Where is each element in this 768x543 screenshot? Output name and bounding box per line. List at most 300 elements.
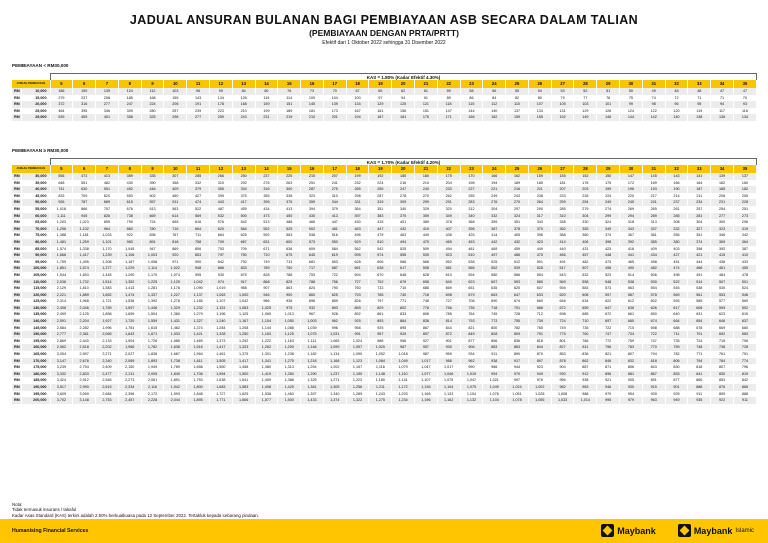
installment-cell: 397 [346, 213, 369, 220]
tenure-header: 34 [711, 165, 734, 173]
amount-cell: 120,000 [21, 292, 50, 299]
installment-cell: 1,388 [278, 377, 301, 384]
installment-cell: 522 [665, 279, 688, 286]
tenure-header: 35 [733, 80, 756, 88]
installment-cell: 1,003 [301, 318, 324, 325]
table-row [12, 199, 757, 206]
installment-cell: 287 [301, 186, 324, 193]
installment-cell: 926 [50, 199, 73, 206]
installment-cell: 724 [551, 318, 574, 325]
installment-cell: 818 [528, 338, 551, 345]
currency-cell: RM [14, 266, 20, 271]
installment-cell: 280 [141, 108, 164, 115]
installment-cell: 1,083 [232, 305, 255, 312]
installment-cell: 558 [574, 279, 597, 286]
installment-cell: 2,753 [96, 397, 119, 404]
amount-cell: 150,000 [21, 331, 50, 338]
installment-cell: 1,050 [278, 318, 301, 325]
document-subtitle: (PEMBIAYAAN DENGAN PRTA/PRTT) [309, 28, 459, 38]
installment-cell: 438 [711, 259, 734, 266]
installment-cell: 1,225 [141, 279, 164, 286]
installment-cell: 524 [733, 285, 756, 292]
installment-cell: 1,843 [118, 331, 141, 338]
installment-cell: 460 [164, 193, 187, 200]
installment-cell: 296 [733, 219, 756, 226]
installment-cell: 871 [597, 364, 620, 371]
installment-cell: 181 [551, 180, 574, 187]
installment-cell: 1,726 [141, 338, 164, 345]
installment-cell: 864 [392, 318, 415, 325]
installment-cell: 482 [642, 265, 665, 272]
installment-cell: 414 [483, 232, 506, 239]
installment-cell: 638 [278, 246, 301, 253]
installment-cell: 221 [483, 186, 506, 193]
installment-cell: 970 [506, 371, 529, 378]
installment-cell: 1,104 [255, 318, 278, 325]
installment-cell: 359 [301, 199, 324, 206]
installment-cell: 84 [232, 88, 255, 95]
installment-cell: 808 [415, 311, 438, 318]
table-row [12, 265, 757, 272]
installment-cell: 2,116 [141, 384, 164, 391]
installment-cell: 556 [50, 173, 73, 180]
installment-cell: 530 [642, 279, 665, 286]
amount-cell: 29,000 [21, 114, 50, 121]
installment-cell: 225 [278, 173, 301, 180]
installment-cell: 2,546 [96, 377, 119, 384]
installment-cell: 566 [460, 265, 483, 272]
installment-cell: 494 [437, 246, 460, 253]
installment-cell: 888 [733, 391, 756, 398]
installment-cell: 146 [597, 114, 620, 121]
installment-cell: 149 [574, 114, 597, 121]
installment-cell: 89 [437, 95, 460, 102]
installment-cell: 109 [301, 95, 324, 102]
installment-cell: 287 [369, 193, 392, 200]
installment-cell: 1,996 [96, 325, 119, 332]
installment-cell: 2,477 [96, 371, 119, 378]
installment-cell: 159 [73, 88, 96, 95]
installment-cell: 433 [733, 259, 756, 266]
installment-cell: 785 [437, 311, 460, 318]
installment-cell: 178 [209, 101, 232, 108]
installment-cell: 160 [733, 180, 756, 187]
installment-cell: 1,042 [187, 279, 210, 286]
currency-cell: RM [14, 193, 20, 198]
installment-cell: 150 [597, 173, 620, 180]
installment-cell: 878 [551, 358, 574, 365]
installment-cell: 178 [574, 180, 597, 187]
installment-cell: 836 [141, 232, 164, 239]
installment-cell: 1,505 [209, 358, 232, 365]
installment-cell: 369 [118, 173, 141, 180]
installment-cell: 646 [551, 298, 574, 305]
amount-cell: 50,000 [21, 199, 50, 206]
installment-cell: 856 [620, 364, 643, 371]
installment-cell: 904 [551, 364, 574, 371]
installment-cell: 181 [392, 114, 415, 121]
installment-cell: 270 [506, 199, 529, 206]
amount-cell: 15,000 [21, 95, 50, 102]
installment-cell: 563 [278, 232, 301, 239]
installment-cell: 987 [392, 344, 415, 351]
installment-cell: 872 [437, 331, 460, 338]
amount-cell: 100,000 [21, 265, 50, 272]
installment-cell: 646 [711, 318, 734, 325]
installment-cell: 628 [415, 272, 438, 279]
installment-cell: 2,361 [73, 331, 96, 338]
installment-cell: 2,282 [73, 325, 96, 332]
installment-cell: 896 [301, 298, 324, 305]
installment-cell: 3,609 [50, 391, 73, 398]
installment-cell: 1,052 [369, 351, 392, 358]
table-row [12, 371, 757, 378]
installment-cell: 2,271 [96, 351, 119, 358]
tenure-header: 13 [232, 165, 255, 173]
section-large-financing [12, 148, 757, 404]
installment-cell: 701 [688, 331, 711, 338]
footer-bar [0, 519, 768, 543]
installment-cell: 501 [733, 279, 756, 286]
installment-cell: 278 [392, 193, 415, 200]
installment-cell: 497 [483, 252, 506, 259]
installment-cell: 96 [187, 88, 210, 95]
installment-cell: 830 [665, 364, 688, 371]
installment-cell: 647 [506, 292, 529, 299]
installment-cell: 494 [392, 239, 415, 246]
installment-cell: 2,221 [50, 292, 73, 299]
tenure-header: 16 [301, 80, 324, 88]
installment-cell: 170 [460, 173, 483, 180]
installment-cell: 498 [597, 265, 620, 272]
installment-cell: 458 [642, 259, 665, 266]
installment-cell: 344 [323, 199, 346, 206]
installment-cell: 1,167 [232, 318, 255, 325]
installment-cell: 336 [551, 219, 574, 226]
installment-cell: 131 [551, 108, 574, 115]
installment-cell: 511 [164, 199, 187, 206]
installment-cell: 669 [437, 285, 460, 292]
installment-cell: 758 [187, 239, 210, 246]
installment-cell: 757 [96, 206, 119, 213]
installment-cell: 1,275 [278, 358, 301, 365]
installment-cell: 1,111 [301, 338, 324, 345]
installment-cell: 552 [255, 226, 278, 233]
installment-cell: 2,065 [96, 331, 119, 338]
currency-cell: RM [14, 312, 20, 317]
tiger-icon [678, 524, 691, 537]
installment-cell: 809 [506, 331, 529, 338]
installment-cell: 659 [574, 305, 597, 312]
installment-cell: 681 [301, 259, 324, 266]
installment-cell: 61 [415, 88, 438, 95]
installment-cell: 1,380 [164, 311, 187, 318]
installment-cell: 843 [437, 325, 460, 332]
installment-cell: 1,065 [255, 311, 278, 318]
installment-cell: 309 [118, 108, 141, 115]
installment-cell: 1,229 [118, 265, 141, 272]
installment-cell: 277 [187, 114, 210, 121]
installment-cell: 166 [460, 114, 483, 121]
installment-cell: 1,727 [209, 391, 232, 398]
installment-cell: 463 [346, 226, 369, 233]
installment-cell: 1,202 [323, 364, 346, 371]
installment-cell: 683 [733, 331, 756, 338]
installment-cell: 151 [278, 101, 301, 108]
installment-cell: 1,196 [209, 311, 232, 318]
notes-line: Tidak termasuk insurans / takaful [12, 507, 77, 513]
installment-cell: 772 [597, 338, 620, 345]
installment-cell: 228 [733, 199, 756, 206]
installment-cell: 586 [392, 259, 415, 266]
tenure-header: 18 [346, 165, 369, 173]
installment-cell: 181 [301, 108, 324, 115]
installment-cell: 917 [232, 279, 255, 286]
installment-cell: 523 [437, 252, 460, 259]
installment-cell: 140 [483, 108, 506, 115]
installment-cell: 1,047 [460, 377, 483, 384]
installment-cell: 2,684 [96, 391, 119, 398]
installment-cell: 958 [346, 325, 369, 332]
installment-cell: 304 [688, 219, 711, 226]
table-row [12, 364, 757, 371]
installment-cell: 877 [665, 377, 688, 384]
installment-cell: 1,893 [141, 358, 164, 365]
installment-cell: 790 [323, 285, 346, 292]
installment-cell: 98 [642, 101, 665, 108]
tenure-header: 12 [209, 80, 232, 88]
installment-cell: 432 [392, 226, 415, 233]
installment-cell: 143 [665, 173, 688, 180]
installment-cell: 1,322 [346, 397, 369, 404]
installment-cell: 620 [506, 285, 529, 292]
installment-cell: 507 [711, 279, 734, 286]
installment-cell: 76 [597, 95, 620, 102]
installment-cell: 245 [620, 199, 643, 206]
installment-cell: 1,250 [232, 331, 255, 338]
installment-cell: 193 [642, 186, 665, 193]
installment-cell: 139 [323, 101, 346, 108]
installment-cell: 675 [278, 252, 301, 259]
installment-cell: 217 [642, 193, 665, 200]
installment-cell: 343 [528, 219, 551, 226]
installment-cell: 2,754 [73, 364, 96, 371]
installment-cell: 2,990 [73, 384, 96, 391]
installment-cell: 1,463 [278, 391, 301, 398]
installment-cell: 1,008 [551, 391, 574, 398]
tenure-header: 29 [597, 80, 620, 88]
installment-cell: 1,968 [73, 298, 96, 305]
installment-cell: 988 [574, 391, 597, 398]
installment-cell: 532 [209, 213, 232, 220]
installment-cell: 2,340 [96, 358, 119, 365]
installment-cell: 1,533 [164, 331, 187, 338]
installment-cell: 254 [711, 206, 734, 213]
installment-cell: 126 [597, 108, 620, 115]
installment-cell: 319 [733, 226, 756, 233]
installment-cell: 569 [187, 213, 210, 220]
currency-cell: RM [14, 206, 20, 211]
installment-cell: 285 [665, 213, 688, 220]
installment-cell: 736 [460, 305, 483, 312]
installment-cell: 1,033 [551, 397, 574, 404]
installment-cell: 669 [141, 213, 164, 220]
installment-cell: 496 [346, 232, 369, 239]
installment-cell: 1,017 [415, 358, 438, 365]
installment-cell: 1,134 [323, 351, 346, 358]
table-row [12, 213, 757, 220]
installment-cell: 155 [528, 114, 551, 121]
installment-cell: 728 [733, 344, 756, 351]
installment-cell: 223 [209, 108, 232, 115]
installment-cell: 733 [369, 285, 392, 292]
installment-cell: 139 [711, 173, 734, 180]
tenure-header: 20 [392, 80, 415, 88]
notes-line: Kadar Asas Standard (KAS) terkini adalah 2.50% berkuatkuasa pada 12 September 2022. Tertakluk kepada sebarang pindaan. [12, 512, 259, 518]
installment-cell: 759 [665, 344, 688, 351]
installment-cell: 166 [483, 173, 506, 180]
installment-cell: 1,392 [141, 298, 164, 305]
installment-cell: 276 [255, 180, 278, 187]
installment-cell: 216 [506, 186, 529, 193]
installment-cell: 210 [232, 108, 255, 115]
installment-cell: 593 [506, 279, 529, 286]
installment-cell: 1,104 [437, 384, 460, 391]
installment-cell: 414 [551, 239, 574, 246]
table-row [12, 206, 757, 213]
installment-cell: 843 [642, 364, 665, 371]
installment-cell: 1,136 [415, 384, 438, 391]
installment-cell: 500 [232, 213, 255, 220]
installment-cell: 689 [96, 199, 119, 206]
installment-cell: 573 [301, 239, 324, 246]
installment-cell: 274 [597, 206, 620, 213]
installment-cell: 251 [733, 206, 756, 213]
installment-cell: 1,137 [187, 292, 210, 299]
installment-cell: 1,944 [50, 272, 73, 279]
installment-cell: 921 [597, 377, 620, 384]
installment-cell: 818 [688, 364, 711, 371]
table-row [12, 101, 757, 108]
installment-cell: 1,329 [164, 305, 187, 312]
installment-cell: 1,148 [369, 371, 392, 378]
installment-cell: 139 [96, 88, 119, 95]
installment-cell: 552 [437, 259, 460, 266]
installment-cell: 1,500 [278, 397, 301, 404]
installment-cell: 722 [597, 325, 620, 332]
installment-cell: 250 [232, 173, 255, 180]
installment-cell: 332 [187, 180, 210, 187]
installment-cell: 65 [369, 88, 392, 95]
installment-cell: 530 [711, 285, 734, 292]
installment-cell: 396 [460, 226, 483, 233]
installment-cell: 900 [187, 259, 210, 266]
installment-cell: 584 [323, 246, 346, 253]
installment-cell: 351 [369, 206, 392, 213]
installment-cell: 380 [665, 239, 688, 246]
installment-cell: 1,180 [369, 377, 392, 384]
installment-cell: 1,256 [346, 384, 369, 391]
installment-cell: 2,204 [73, 318, 96, 325]
installment-cell: 1,102 [73, 226, 96, 233]
installment-cell: 1,469 [187, 338, 210, 345]
installment-cell: 528 [528, 265, 551, 272]
tenure-header: 24 [483, 80, 506, 88]
installment-cell: 194 [483, 180, 506, 187]
installment-cell: 1,290 [301, 371, 324, 378]
installment-cell: 124 [620, 108, 643, 115]
installment-cell: 185 [711, 186, 734, 193]
installment-cell: 62 [392, 88, 415, 95]
installment-cell: 478 [733, 272, 756, 279]
installment-cell: 710 [620, 325, 643, 332]
installment-cell: 1,419 [255, 371, 278, 378]
installment-cell: 2,676 [73, 358, 96, 365]
installment-cell: 502 [141, 193, 164, 200]
installment-cell: 1,904 [118, 338, 141, 345]
installment-cell: 1,759 [50, 259, 73, 266]
installment-cell: 73 [301, 88, 324, 95]
installment-cell: 580 [528, 279, 551, 286]
amount-cell: 25,000 [21, 108, 50, 115]
installment-cell: 1,190 [346, 371, 369, 378]
currency-cell: RM [14, 115, 20, 120]
installment-cell: 1,858 [96, 311, 119, 318]
installment-cell: 101 [597, 101, 620, 108]
installment-cell: 828 [483, 331, 506, 338]
installment-cell: 1,039 [301, 325, 324, 332]
installment-cell: 995 [597, 397, 620, 404]
installment-cell: 1,106 [118, 252, 141, 259]
installment-cell: 1,013 [278, 311, 301, 318]
installment-cell: 129 [369, 101, 392, 108]
installment-cell: 276 [483, 199, 506, 206]
installment-cell: 162 [711, 180, 734, 187]
installment-cell: 664 [209, 232, 232, 239]
installment-cell: 279 [574, 206, 597, 213]
installment-cell: 867 [415, 325, 438, 332]
installment-cell: 71 [688, 95, 711, 102]
installment-cell: 370 [528, 226, 551, 233]
table-row [12, 246, 757, 253]
installment-cell: 738 [711, 344, 734, 351]
installment-cell: 529 [346, 239, 369, 246]
installment-cell: 877 [460, 338, 483, 345]
installment-cell: 702 [369, 279, 392, 286]
installment-cell: 663 [483, 292, 506, 299]
installment-cell: 2,777 [50, 331, 73, 338]
installment-cell: 1,183 [255, 331, 278, 338]
installment-cell: 169 [642, 180, 665, 187]
installment-cell: 996 [323, 325, 346, 332]
installment-cell: 553 [118, 193, 141, 200]
currency-cell: RM [14, 187, 20, 192]
installment-cell: 640 [437, 279, 460, 286]
installment-cell: 863 [506, 344, 529, 351]
amount-cell: 80,000 [21, 239, 50, 246]
amount-cell: 105,000 [21, 272, 50, 279]
installment-cell: 171 [437, 114, 460, 121]
notes-heading: Nota: [12, 502, 23, 507]
currency-cell: RM [14, 239, 20, 244]
currency-cell: RM [14, 226, 20, 231]
tenure-header: 31 [642, 165, 665, 173]
installment-cell: 1,433 [301, 397, 324, 404]
rate-bar: KAS = 1.70% (Kadar Efektif 4.20%) [50, 158, 757, 165]
tenure-header: 16 [301, 165, 324, 173]
table-row [12, 305, 757, 312]
installment-cell: 1,168 [323, 358, 346, 365]
